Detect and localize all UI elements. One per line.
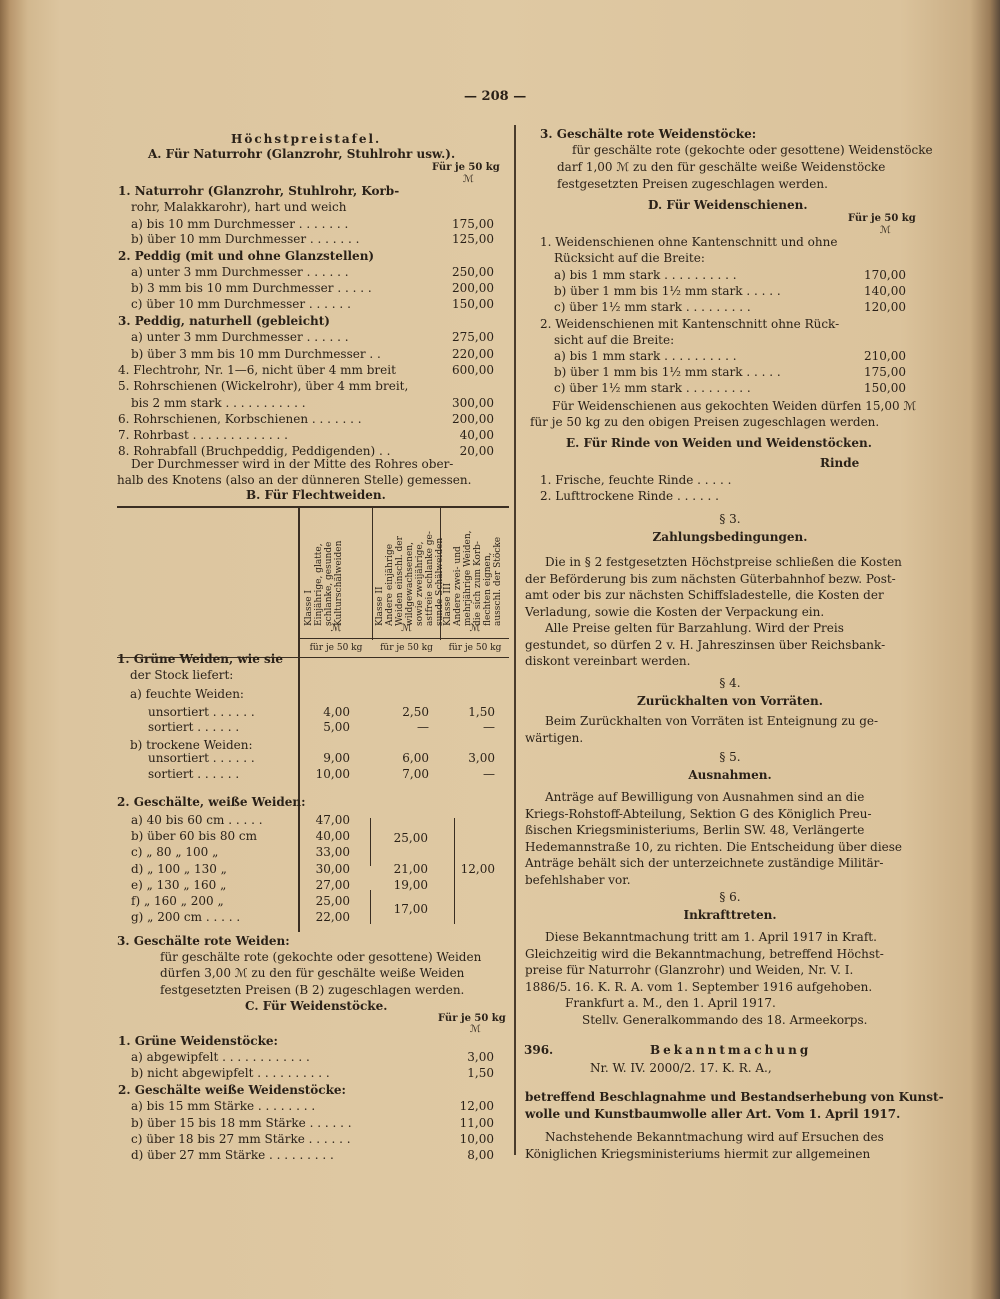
- c3-text: darf 1,00 ℳ zu den für geschälte weiße Weidenstöcke: [557, 160, 886, 174]
- table-cell: —: [417, 720, 429, 734]
- price: 20,00: [459, 444, 494, 458]
- text-line: Alle Preise gelten für Barzahlung. Wird der Preis: [545, 621, 844, 635]
- price: 220,00: [452, 347, 494, 361]
- notice-title: Bekanntmachung: [650, 1043, 812, 1057]
- unit-d: Für je 50 kg: [848, 213, 916, 224]
- table-row-label: c) „ 80 „ 100 „: [131, 845, 219, 859]
- text-line: Anträge behält sich der unterzeichnete zuständige Militär-: [525, 856, 884, 870]
- unit-c: Für je 50 kg: [438, 1013, 506, 1024]
- price: 125,00: [452, 232, 494, 246]
- price: 210,00: [864, 349, 906, 363]
- price: 140,00: [864, 284, 906, 298]
- table-row-label: b) trockene Weiden:: [130, 738, 253, 752]
- table-cell: 25,00: [315, 894, 350, 908]
- price: 12,00: [459, 1099, 494, 1113]
- price: 200,00: [452, 281, 494, 295]
- text-line: der Beförderung bis zum nächsten Güterbahnhof bezw. Post-: [525, 571, 896, 586]
- list-item: a) unter 3 mm Durchmesser . . . . . .: [131, 265, 349, 279]
- list-item: a) bis 1 mm stark . . . . . . . . . .: [554, 268, 737, 282]
- table-row-label: a) feuchte Weiden:: [130, 687, 244, 701]
- table-cell: 2,50: [402, 705, 429, 719]
- section-c-heading: C. Für Weidenstöcke.: [245, 999, 388, 1013]
- section-a-note-1: Der Durchmesser wird in der Mitte des Rohres ober-: [131, 457, 454, 471]
- list-item: 7. Rohrbast . . . . . . . . . . . . .: [118, 428, 288, 442]
- table-cell: 10,00: [315, 767, 350, 781]
- c3-text: festgesetzten Preisen zugeschlagen werden.: [557, 177, 828, 191]
- table-cell: 7,00: [402, 767, 429, 781]
- list-item: b) über 1 mm bis 1½ mm stark . . . . .: [554, 284, 781, 298]
- para-5-title: Ausnahmen.: [688, 768, 772, 782]
- text-line: amt oder bis zur nächsten Schiffsladestelle, die Kosten der: [525, 588, 884, 602]
- table-row-label: 1. Grüne Weiden, wie sie: [117, 652, 283, 666]
- b3-text: für geschälte rote (gekochte oder gesottene) Weiden: [160, 950, 482, 964]
- list-item: Rücksicht auf die Breite:: [554, 251, 705, 265]
- notice-number: 396.: [524, 1043, 554, 1057]
- table-cell: 6,00: [402, 751, 429, 765]
- table-cell: 22,00: [315, 910, 350, 924]
- price: 150,00: [452, 297, 494, 311]
- section-b2-heading: 2. Geschälte, weiße Weiden:: [117, 795, 306, 809]
- unit-d-symbol: ℳ: [880, 225, 891, 236]
- list-item: bis 2 mm stark . . . . . . . . . . .: [131, 396, 306, 410]
- price: 200,00: [452, 412, 494, 426]
- price: 3,00: [467, 1050, 494, 1064]
- para-6-title: Inkrafttreten.: [683, 908, 777, 922]
- k2-value: 17,00: [393, 902, 428, 916]
- list-item: 5. Rohrschienen (Wickelrohr), über 4 mm breit,: [118, 379, 409, 393]
- section-e-sub: Rinde: [820, 456, 860, 470]
- k3-value: 12,00: [460, 862, 495, 876]
- list-item: 2. Peddig (mit und ohne Glanzstellen): [118, 249, 375, 263]
- col-header-klasse-1: Klasse I Einjährige, glatte, schlanke, gesunde Kulturschälweiden: [304, 540, 344, 626]
- list-item: 1. Weidenschienen ohne Kantenschnitt und ohne: [540, 235, 838, 249]
- section-a-heading: A. Für Naturrohr (Glanzrohr, Stuhlrohr usw.).: [148, 147, 456, 161]
- page-number: — 208 —: [464, 89, 527, 104]
- list-item: b) 3 mm bis 10 mm Durchmesser . . . . .: [131, 281, 372, 295]
- table-row-label: unsortiert . . . . . .: [148, 751, 255, 765]
- text-line: preise für Naturrohr (Glanzrohr) und Weiden, Nr. V. I.: [525, 963, 854, 977]
- list-item: 1. Grüne Weidenstöcke:: [118, 1034, 278, 1048]
- notice-text: Nachstehende Bekanntmachung wird auf Ersuchen des: [545, 1130, 884, 1144]
- table-row-label: e) „ 130 „ 160 „: [131, 878, 227, 892]
- section-e-heading: E. Für Rinde von Weiden und Weidenstöcken.: [566, 436, 872, 450]
- list-item: c) über 18 bis 27 mm Stärke . . . . . .: [131, 1132, 351, 1146]
- price: 275,00: [452, 330, 494, 344]
- e-item: 2. Lufttrockene Rinde . . . . . .: [540, 489, 719, 503]
- notice-subject: wolle und Kunstbaumwolle aller Art. Vom 1. April 1917.: [525, 1107, 901, 1121]
- list-item: c) über 1½ mm stark . . . . . . . . .: [554, 300, 751, 314]
- list-item: d) über 27 mm Stärke . . . . . . . . .: [131, 1148, 334, 1162]
- d-note: Für Weidenschienen aus gekochten Weiden dürfen 15,00 ℳ: [552, 399, 917, 413]
- section-b-heading: B. Für Flechtweiden.: [246, 488, 386, 502]
- notice-subject: betreffend Beschlagnahme und Bestandserhebung von Kunst-: [525, 1090, 944, 1104]
- table-cell: 1,50: [468, 705, 495, 719]
- text-line: ßischen Kriegsministeriums, Berlin SW. 48, Verlängerte: [525, 823, 865, 837]
- table-cell: 3,00: [468, 751, 495, 765]
- list-item: b) über 15 bis 18 mm Stärke . . . . . .: [131, 1116, 352, 1130]
- table-title: Höchstpreistafel.: [231, 132, 382, 146]
- para-6: § 6.: [719, 890, 741, 904]
- list-item: 4. Flechtrohr, Nr. 1—6, nicht über 4 mm breit: [118, 363, 396, 377]
- col-header-klasse-2: Klasse II Andere einjährige Weiden einschl. der wildgewachsenen, sowie zweijährige, astfreie schlanke ge- sunde Schälweiden: [375, 531, 445, 626]
- para-4: § 4.: [719, 676, 741, 690]
- table-cell: 9,00: [323, 751, 350, 765]
- text-line: 1886/5. 16. K. R. A. vom 1. September 1916 aufgehoben.: [525, 979, 873, 994]
- list-item: a) bis 10 mm Durchmesser . . . . . . .: [131, 217, 349, 231]
- unit-a: Für je 50 kg: [432, 162, 500, 173]
- k2-value: 19,00: [393, 878, 428, 892]
- table-row-label: g) „ 200 cm . . . . .: [131, 910, 241, 924]
- text-line: wärtigen.: [525, 730, 584, 745]
- notice-text: Königlichen Kriegsministeriums hiermit zur allgemeinen: [525, 1147, 871, 1161]
- notice-ref: Nr. W. IV. 2000/2. 17. K. R. A.,: [590, 1061, 772, 1075]
- price: 150,00: [864, 381, 906, 395]
- unit-c-symbol: ℳ: [470, 1024, 481, 1035]
- text-line: Verladung, sowie die Kosten der Verpackung ein.: [525, 604, 825, 619]
- col-unit: für je 50 kg: [309, 643, 363, 653]
- para-4-title: Zurückhalten von Vorräten.: [637, 694, 823, 708]
- list-item: rohr, Malakkarohr), hart und weich: [131, 200, 347, 214]
- table-row-label: b) über 60 bis 80 cm: [131, 829, 257, 843]
- price: 600,00: [452, 363, 494, 377]
- table-top-rule: [117, 506, 509, 508]
- price: 250,00: [452, 265, 494, 279]
- list-item: a) bis 1 mm stark . . . . . . . . . .: [554, 349, 737, 363]
- b3-text: dürfen 3,00 ℳ zu den für geschälte weiße Weiden: [160, 966, 465, 980]
- list-item: 2. Geschälte weiße Weidenstöcke:: [118, 1083, 346, 1097]
- table-cell: 30,00: [315, 862, 350, 876]
- text-line: Frankfurt a. M., den 1. April 1917.: [565, 996, 776, 1010]
- price: 1,50: [467, 1066, 494, 1080]
- price: 40,00: [459, 428, 494, 442]
- section-a-note-2: halb des Knotens (also an der dünneren Stelle) gemessen.: [117, 473, 472, 487]
- price: 175,00: [864, 365, 906, 379]
- text-line: Anträge auf Bewilligung von Ausnahmen sind an die: [545, 790, 865, 804]
- table-head-rule: [299, 638, 509, 639]
- table-row-label: der Stock liefert:: [130, 668, 234, 682]
- price: 10,00: [459, 1132, 494, 1146]
- para-5: § 5.: [719, 750, 741, 764]
- list-item: sicht auf die Breite:: [554, 333, 675, 347]
- table-cell: 4,00: [323, 705, 350, 719]
- para-3-title: Zahlungsbedingungen.: [652, 530, 808, 544]
- table-cell: 5,00: [323, 720, 350, 734]
- text-line: diskont vereinbart werden.: [525, 654, 691, 668]
- table-row-label: sortiert . . . . . .: [148, 767, 240, 781]
- list-item: 3. Peddig, naturhell (gebleicht): [118, 314, 330, 328]
- text-line: Hedemannstraße 10, zu richten. Die Entscheidung über diese: [525, 839, 903, 854]
- c3-text: für geschälte rote (gekochte oder gesottene) Weidenstöcke: [572, 143, 933, 157]
- list-item: 1. Naturrohr (Glanzrohr, Stuhlrohr, Korb-: [118, 184, 400, 198]
- list-item: a) bis 15 mm Stärke . . . . . . . .: [131, 1099, 316, 1113]
- price: 175,00: [452, 217, 494, 231]
- c3-heading: 3. Geschälte rote Weidenstöcke:: [540, 127, 757, 141]
- table-row-label: f) „ 160 „ 200 „: [131, 894, 224, 908]
- col-unit: für je 50 kg: [380, 643, 433, 653]
- list-item: b) über 1 mm bis 1½ mm stark . . . . .: [554, 365, 781, 379]
- price: 11,00: [459, 1116, 494, 1130]
- section-b3-heading: 3. Geschälte rote Weiden:: [117, 934, 290, 948]
- text-line: Beim Zurückhalten von Vorräten ist Enteignung zu ge-: [545, 714, 879, 728]
- section-d-heading: D. Für Weidenschienen.: [648, 198, 808, 212]
- price: 120,00: [864, 300, 906, 314]
- text-line: Kriegs-Rohstoff-Abteilung, Sektion G des Königlich Preu-: [525, 806, 872, 821]
- list-item: c) über 1½ mm stark . . . . . . . . .: [554, 381, 751, 395]
- price: 8,00: [467, 1148, 494, 1162]
- table-row-label: unsortiert . . . . . .: [148, 705, 255, 719]
- table-row-label: sortiert . . . . . .: [148, 720, 240, 734]
- table-cell: 27,00: [315, 878, 350, 892]
- text-line: Die in § 2 festgesetzten Höchstpreise schließen die Kosten: [545, 555, 902, 569]
- col-unit-symbol: ℳ: [469, 623, 481, 634]
- list-item: a) unter 3 mm Durchmesser . . . . . .: [131, 330, 349, 344]
- table-cell: 40,00: [315, 829, 350, 843]
- list-item: b) über 3 mm bis 10 mm Durchmesser . .: [131, 347, 381, 361]
- list-item: b) nicht abgewipfelt . . . . . . . . . .: [131, 1066, 330, 1080]
- list-item: c) über 10 mm Durchmesser . . . . . .: [131, 297, 351, 311]
- b3-text: festgesetzten Preisen (B 2) zugeschlagen werden.: [160, 983, 465, 997]
- table-cell: —: [483, 720, 495, 734]
- table-row-label: d) „ 100 „ 130 „: [131, 862, 227, 876]
- col-header-klasse-3: Klasse III Andere zwei- und mehrjährige Weiden, die sich zum Korb- flechten eignen, ausschl. der Stöcke: [443, 530, 503, 626]
- table-cell: —: [483, 767, 495, 781]
- col-unit-symbol: ℳ: [401, 623, 412, 634]
- table-col-rule: [372, 506, 373, 640]
- list-item: 8. Rohrabfall (Bruchpeddig, Peddigenden) . .: [118, 444, 391, 458]
- text-line: Gleichzeitig wird die Bekanntmachung, betreffend Höchst-: [525, 946, 884, 961]
- price: 300,00: [452, 396, 494, 410]
- col-unit: für je 50 kg: [448, 643, 502, 653]
- list-item: a) abgewipfelt . . . . . . . . . . . .: [131, 1050, 310, 1064]
- text-line: befehlshaber vor.: [525, 872, 631, 887]
- text-line: Diese Bekanntmachung tritt am 1. April 1917 in Kraft.: [545, 930, 877, 944]
- e-item: 1. Frische, feuchte Rinde . . . . .: [540, 473, 732, 487]
- table-cell: 47,00: [315, 813, 350, 827]
- col-unit-symbol: ℳ: [330, 623, 342, 634]
- table-cell: 33,00: [315, 845, 350, 859]
- list-item: 2. Weidenschienen mit Kantenschnitt ohne Rück-: [540, 317, 840, 331]
- text-line: Stellv. Generalkommando des 18. Armeekorps.: [582, 1012, 868, 1027]
- para-3: § 3.: [719, 512, 741, 526]
- list-item: b) über 10 mm Durchmesser . . . . . . .: [131, 232, 360, 246]
- d-note: für je 50 kg zu den obigen Preisen zugeschlagen werden.: [530, 415, 880, 429]
- price: 170,00: [864, 268, 906, 282]
- unit-a-symbol: ℳ: [463, 174, 474, 185]
- table-row-label: a) 40 bis 60 cm . . . . .: [131, 813, 263, 827]
- k2-value: 25,00: [393, 831, 428, 845]
- text-line: gestundet, so dürfen 2 v. H. Jahreszinsen über Reichsbank-: [525, 637, 886, 652]
- k2-value: 21,00: [393, 862, 428, 876]
- list-item: 6. Rohrschienen, Korbschienen . . . . . . .: [118, 412, 362, 426]
- column-divider: [514, 125, 516, 1155]
